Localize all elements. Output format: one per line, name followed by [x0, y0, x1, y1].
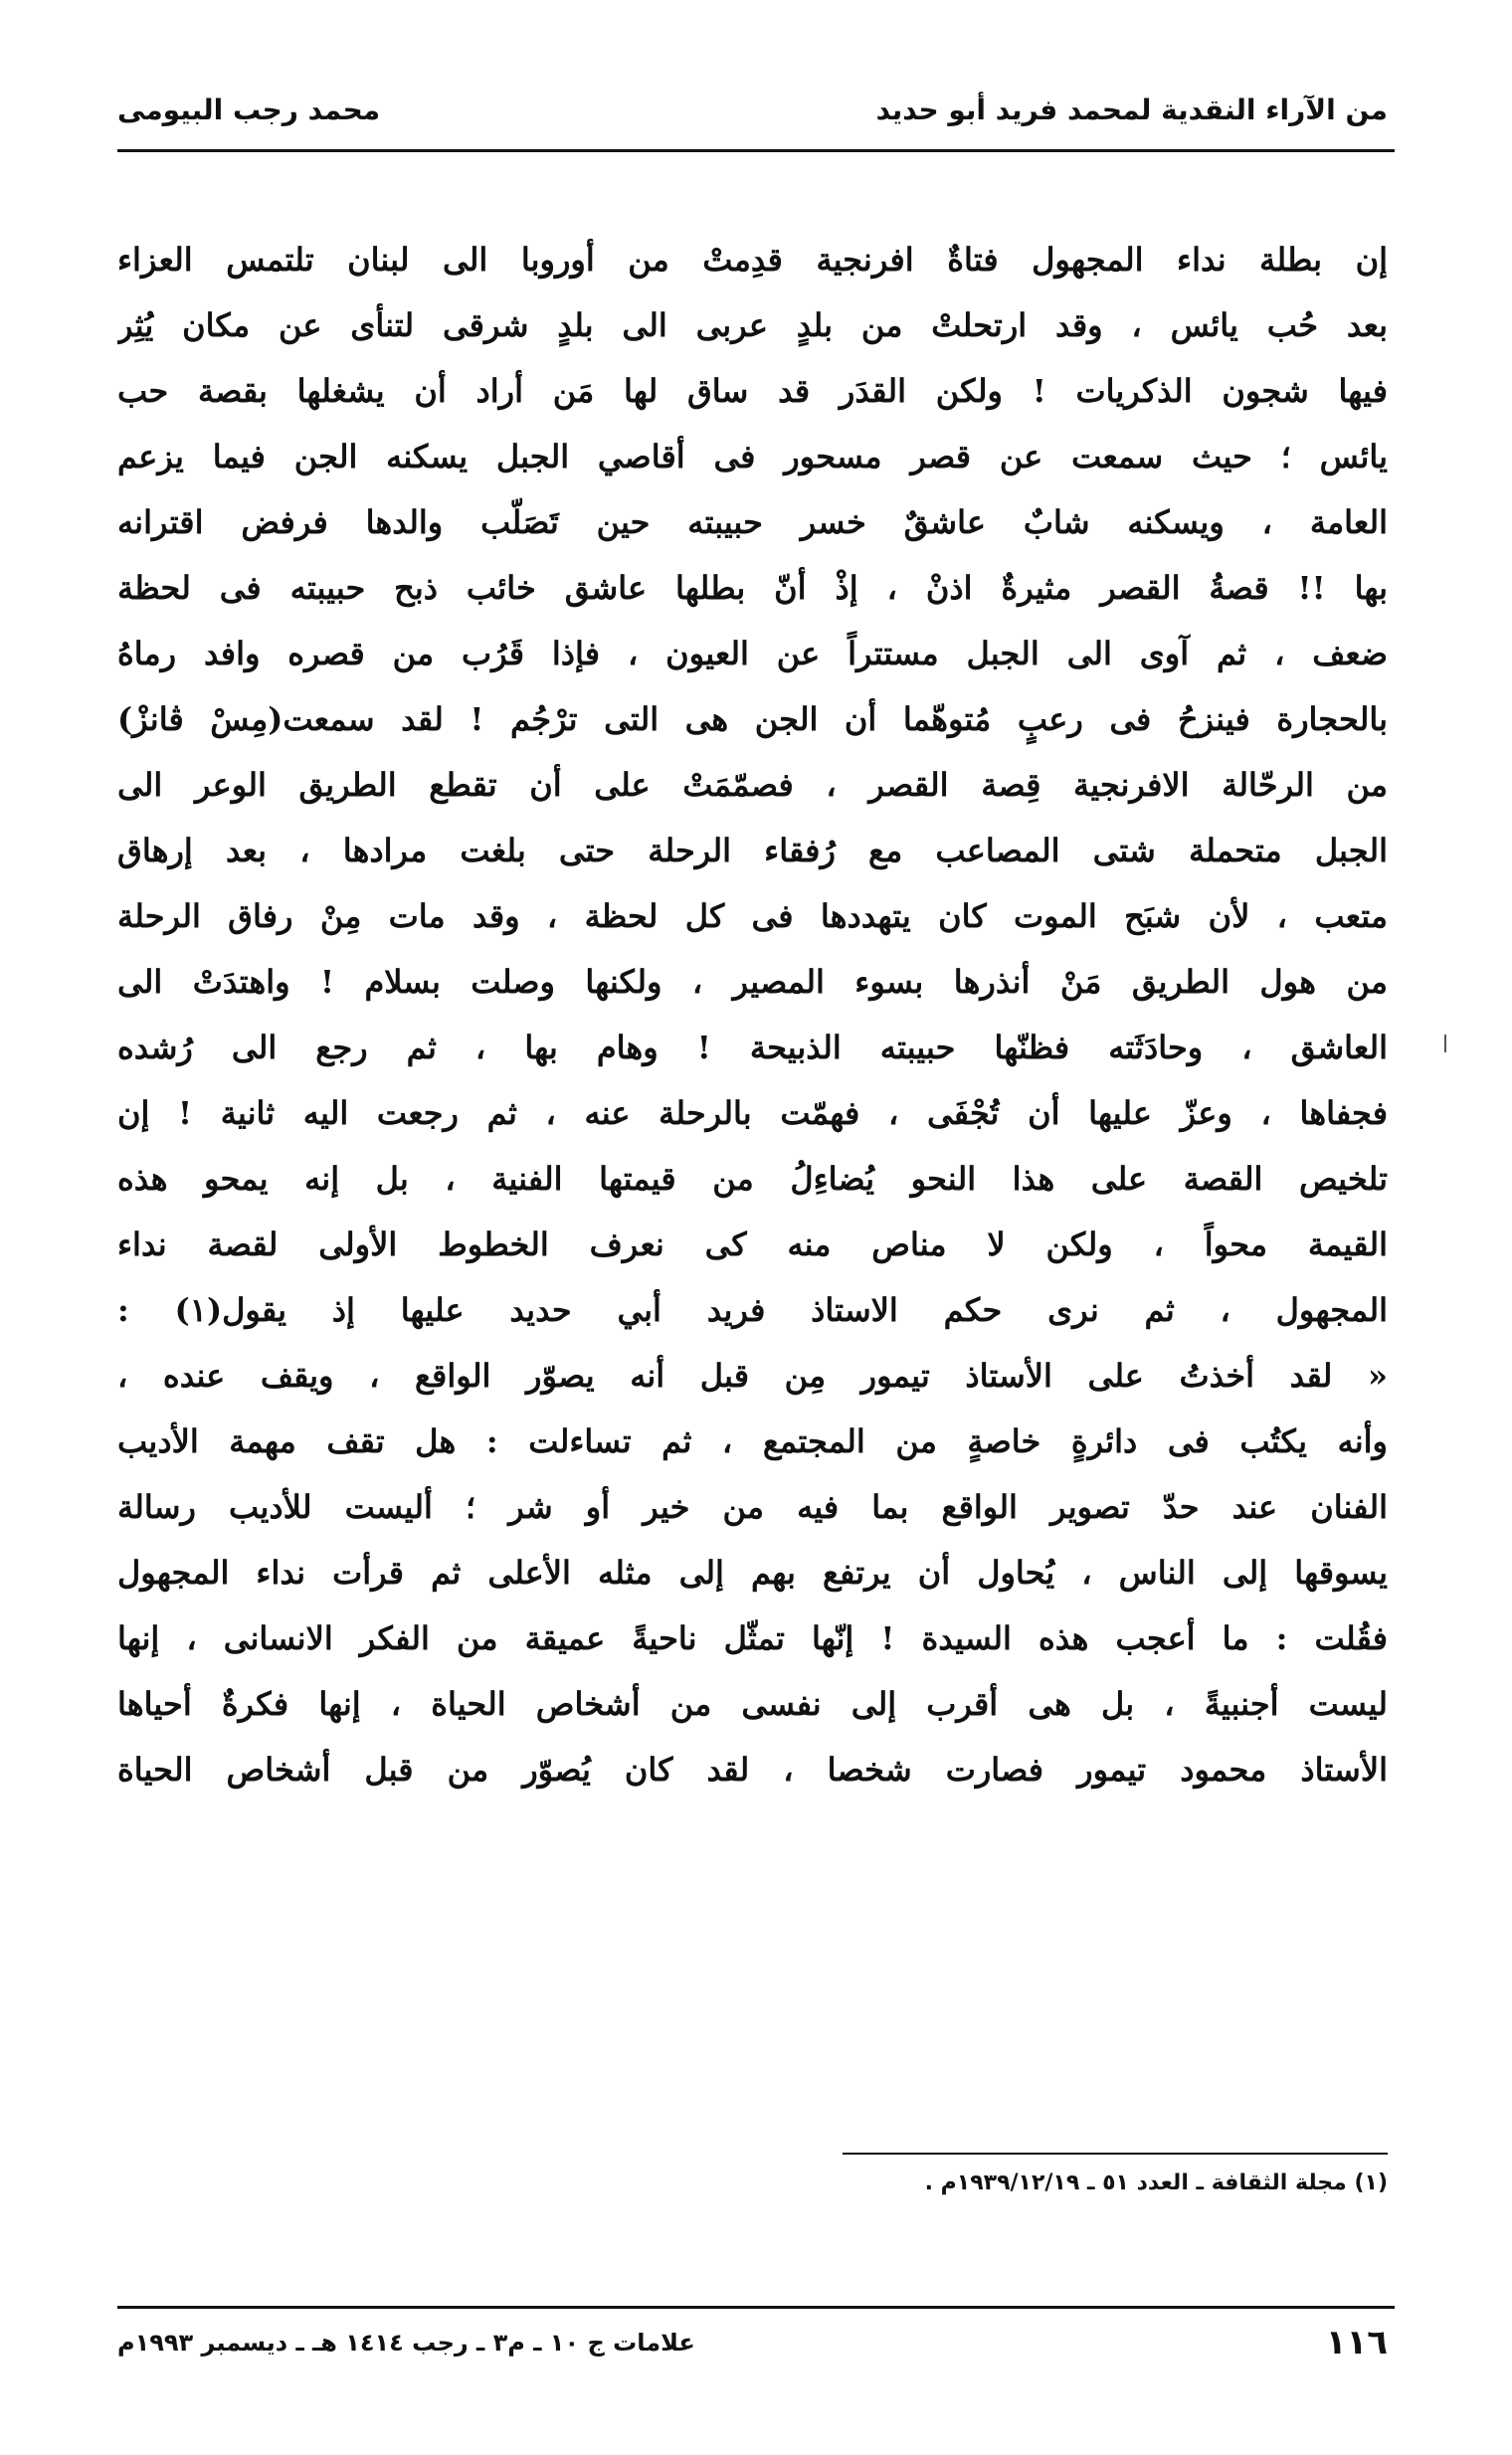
running-footer: [117, 2318, 1388, 2367]
body-line: الأستاذ محمود تيمور فصارت شخصا ، لقد كان يُصوّر من قبل أشخاص الحياة: [117, 1751, 1388, 1789]
body-line: الفنان عند حدّ تصوير الواقع بما فيه من خير أو شر ؛ أليست للأديب رسالة: [117, 1488, 1388, 1526]
journal-info: علامات ج ١٠ ـ م٣ ـ رجب ١٤١٤ هـ ـ ديسمبر ١٩٩٣م: [117, 2329, 695, 2357]
body-line: إن بطلة نداء المجهول فتاةٌ افرنجية قدِمتْ من أوروبا الى لبنان تلتمس العزاء: [117, 241, 1388, 279]
body-line: فجفاها ، وعزّ عليها أن تُجْفَى ، فهمّت بالرحلة عنه ، ثم رجعت اليه ثانية ! إن: [117, 1094, 1388, 1132]
body-line: من الرحّالة الافرنجية قِصة القصر ، فصمّمَتْ على أن تقطع الطريق الوعر الى: [117, 766, 1388, 804]
body-line: ليست أجنبيةً ، بل هى أقرب إلى نفسى من أشخاص الحياة ، إنها فكرةٌ أحياها: [117, 1685, 1388, 1723]
body-line: يائس ؛ حيث سمعت عن قصر مسحور فى أقاصي الجبل يسكنه الجن فيما يزعم: [117, 438, 1388, 475]
body-line: « لقد أخذتُ على الأستاذ تيمور مِن قبل أنه يصوّر الواقع ، ويقف عنده ،: [117, 1357, 1388, 1395]
body-line: بالحجارة فينزحُ فى رعبٍ مُتوهّما أن الجن هى التى ترْجُم ! لقد سمعت(مِسْ ڤانزْ): [117, 700, 1388, 738]
footer-rule: [117, 2306, 1395, 2309]
footnote: (١) مجلة الثقافة ـ العدد ٥١ ـ ١٩٣٩/١٢/١٩م .: [924, 2171, 1388, 2195]
body-line: الجبل متحملة شتى المصاعب مع رُفقاء الرحلة حتى بلغت مرادها ، بعد إرهاق: [117, 832, 1388, 869]
body-line: وأنه يكتُب فى دائرةٍ خاصةٍ من المجتمع ، ثم تساءلت : هل تقف مهمة الأديب: [117, 1422, 1388, 1460]
body-text: [117, 227, 1388, 1802]
page-number: ١١٦: [1325, 2323, 1388, 2362]
body-line: القيمة محواً ، ولكن لا مناص منه كى نعرف الخطوط الأولى لقصة نداء: [117, 1226, 1388, 1263]
body-line: فيها شجون الذكريات ! ولكن القدَر قد ساق لها مَن أراد أن يشغلها بقصة حب: [117, 372, 1388, 410]
body-line: يسوقها إلى الناس ، يُحاول أن يرتفع بهم إلى مثله الأعلى ثم قرأت نداء المجهول: [117, 1554, 1388, 1592]
body-line: من هول الطريق مَنْ أنذرها بسوء المصير ، ولكنها وصلت بسلام ! واهتدَتْ الى: [117, 963, 1388, 1001]
stray-mark: [1444, 1035, 1446, 1052]
running-header: [117, 80, 1388, 139]
header-author: محمد رجب البيومى: [117, 93, 381, 126]
footnote-rule: [843, 2153, 1388, 2155]
header-rule: [117, 149, 1395, 152]
body-line: تلخيص القصة على هذا النحو يُضاءِلُ من قيمتها الفنية ، بل إنه يمحو هذه: [117, 1160, 1388, 1198]
body-line: بها !! قصةُ القصر مثيرةٌ اذنْ ، إذْ أنّ بطلها عاشق خائب ذبح حبيبته فى لحظة: [117, 569, 1388, 607]
body-line: العاشق ، وحادَثَته فظنّها حبيبته الذبيحة ! وهام بها ، ثم رجع الى رُشده: [117, 1029, 1388, 1066]
body-line: فقُلت : ما أعجب هذه السيدة ! إنّها تمثّل ناحيةً عميقة من الفكر الانسانى ، إنها: [117, 1619, 1388, 1657]
body-line: العامة ، ويسكنه شابٌ عاشقٌ خسر حبيبته حين تَصَلّب والدها فرفض اقترانه: [117, 503, 1388, 541]
body-line: متعب ، لأن شبَح الموت كان يتهددها فى كل لحظة ، وقد مات مِنْ رفاق الرحلة: [117, 897, 1388, 935]
body-line: المجهول ، ثم نرى حكم الاستاذ فريد أبي حديد عليها إذ يقول(١) :: [117, 1291, 1388, 1329]
header-title: من الآراء النقدية لمحمد فريد أبو حديد: [875, 93, 1388, 126]
body-line: ضعف ، ثم آوى الى الجبل مستتراً عن العيون ، فإذا قَرُب من قصره وافد رماهُ: [117, 635, 1388, 672]
body-line: بعد حُب يائس ، وقد ارتحلتْ من بلدٍ عربى الى بلدٍ شرقى لتنأى عن مكان يُثِر: [117, 306, 1388, 344]
